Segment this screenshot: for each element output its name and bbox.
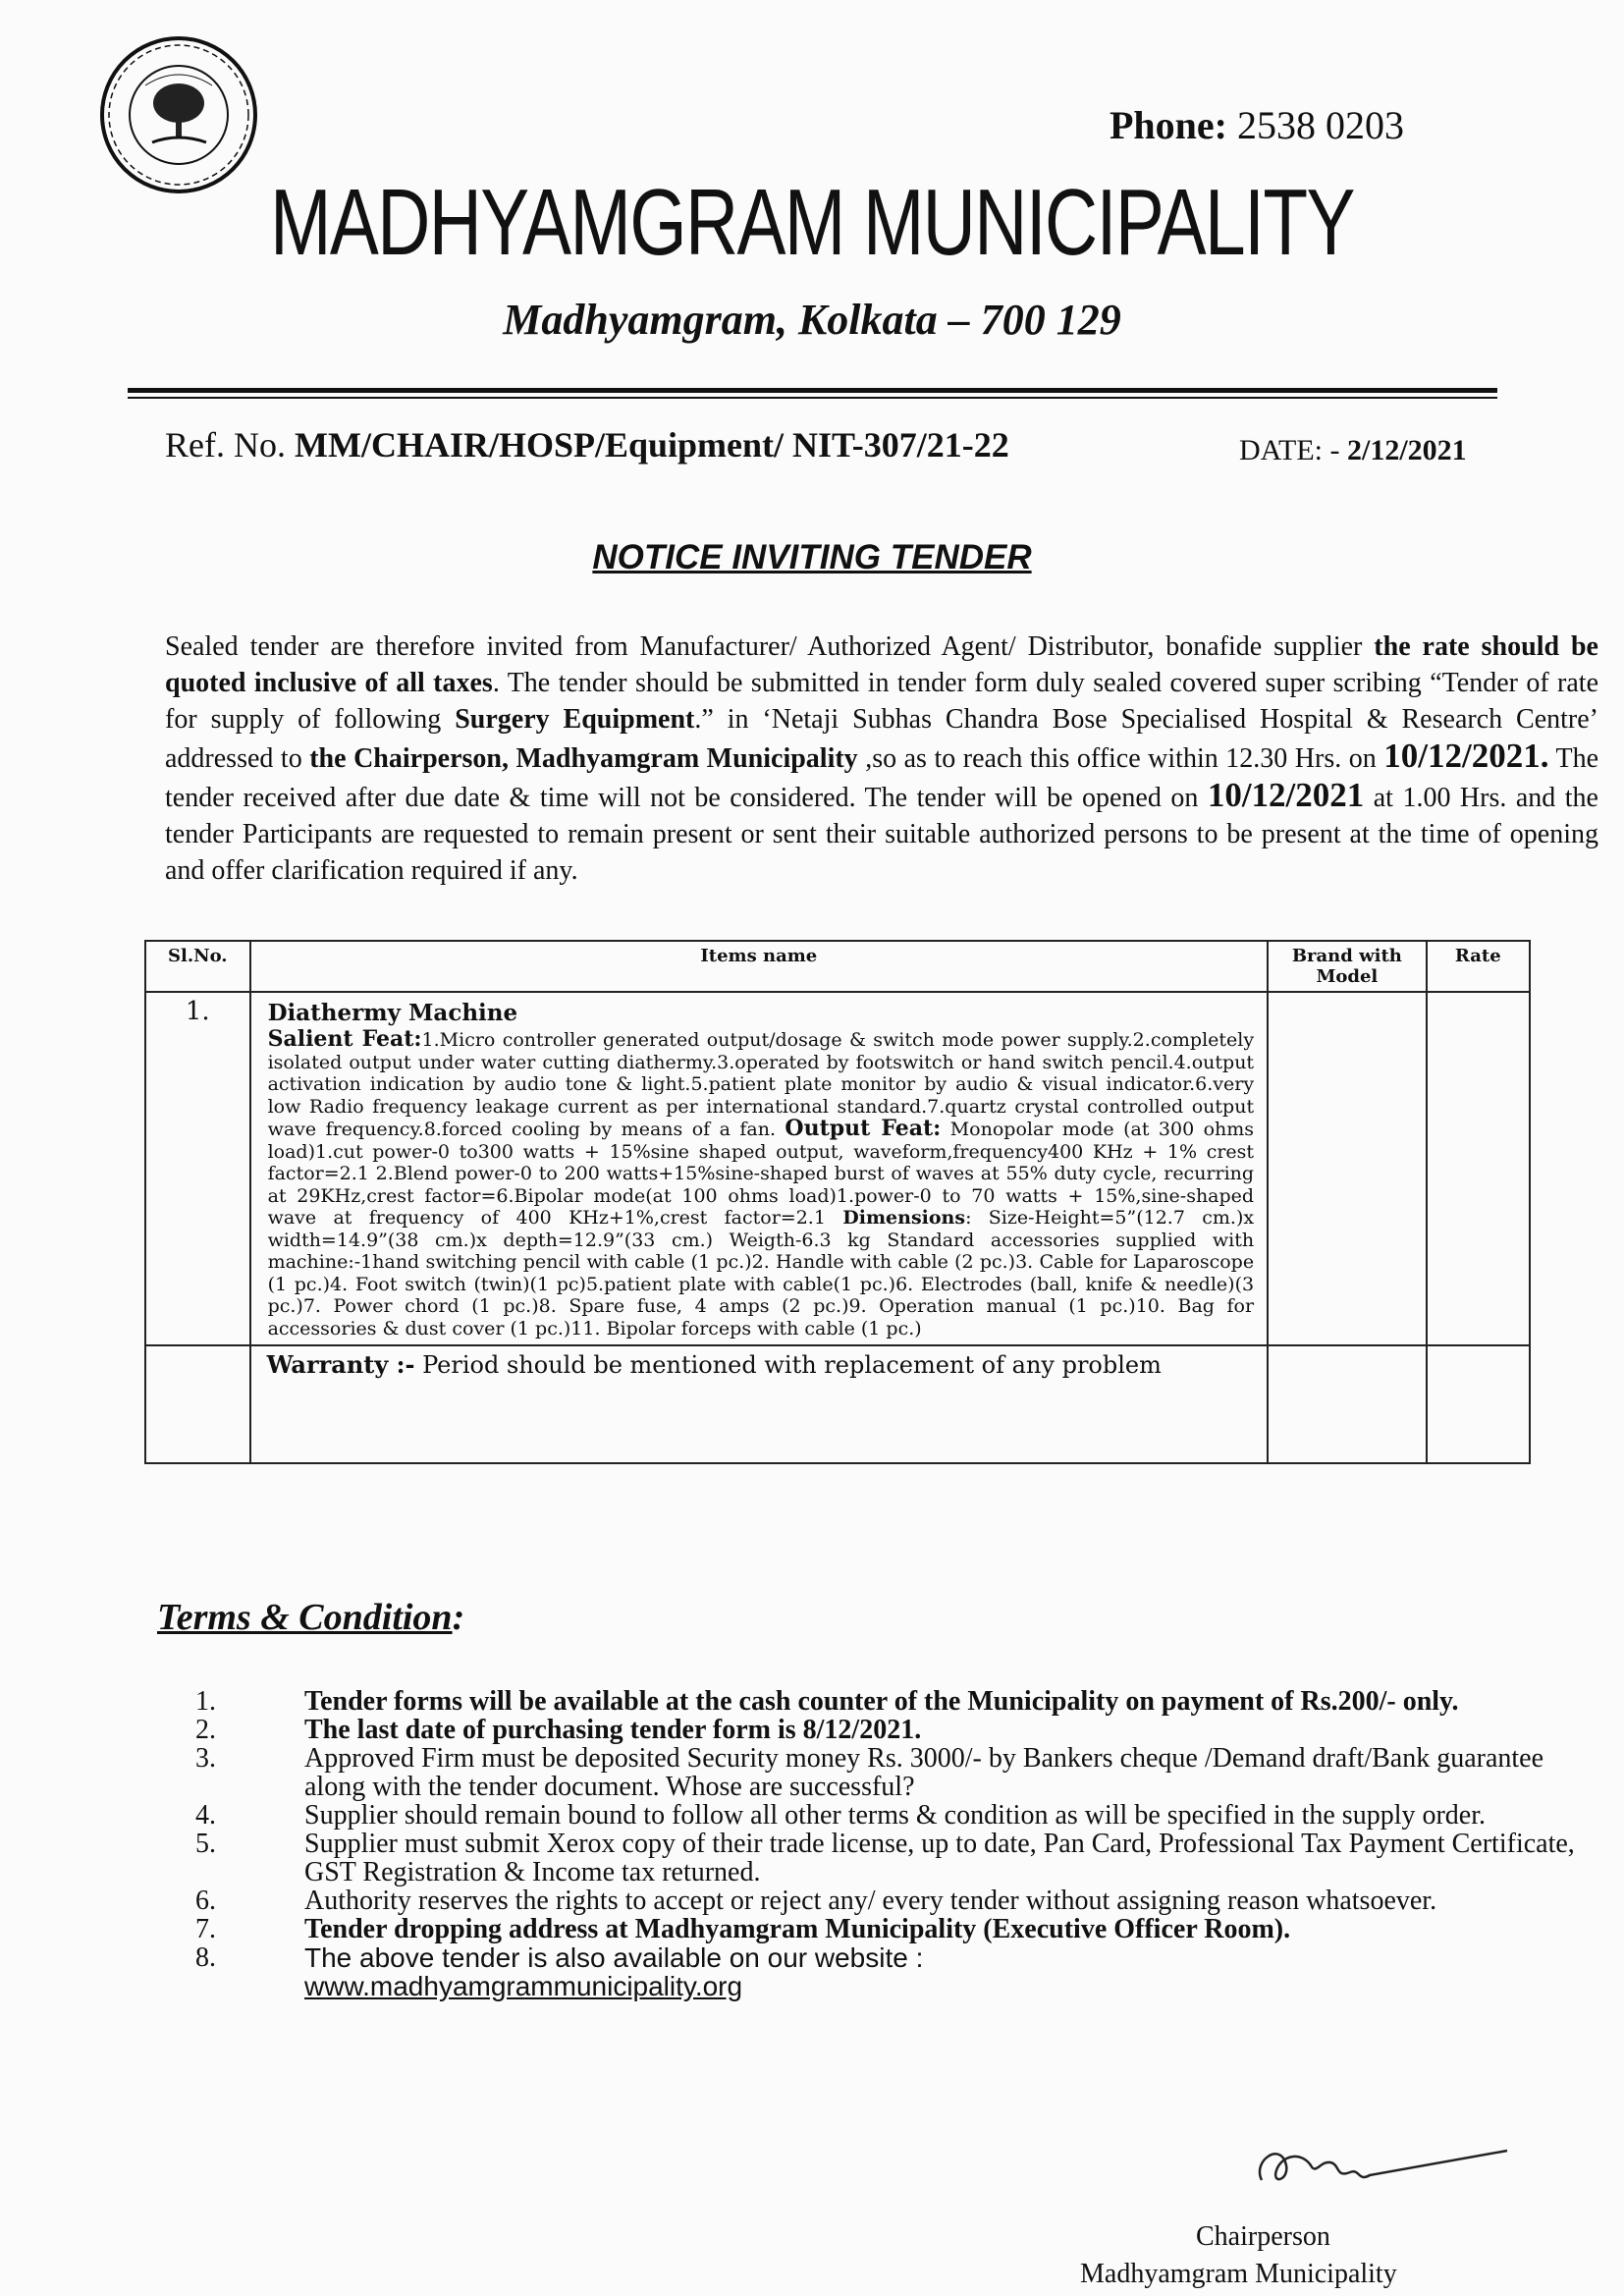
list-item [157,1943,1591,2000]
term-text: Tender dropping address at Madhyamgram Municipality (Executive Officer Room). [304,1914,1291,1944]
warranty-text: Period should be mentioned with replacement of any problem [414,1351,1162,1379]
org-address: Madhyamgram, Kolkata – 700 129 [503,296,1121,344]
date-value: 2/12/2021 [1346,434,1467,466]
term-number: 5. [195,1829,216,1859]
header-rule-thin [128,397,1497,399]
date-label: DATE: - [1239,434,1340,466]
term-number: 4. [195,1800,216,1831]
dimensions-text: : Size-Height=5”(12.7 cm.)x width=14.9”(38 cm.)x depth=12.9”(33 cm.) Weigth-6.3 kg Standard accessories supplied with machine:-1hand switching pencil with cable (1 pc.)2. Handle with cable (2 pc.)3. Cable for Laparoscope (1 pc.)4. Foot switch (twin)(1 pc)5.patient plate with cable(1 pc.)6. Electrodes (ball, knife & needle)(3 pc.)7. Power chord (1 pc.)8. Spare fuse, 4 amps (2 pc.)9. Operation manual (1 pc.)10. Bag for accessories & dust cover (1 pc.)11. Bipolar forceps with cable (1 pc.) [267,1207,1255,1339]
website-note: The above tender is also available on our website : [304,1942,924,1973]
intro-text: The tender received after due date & time will not be considered. The tender will be opened on [165,743,1598,813]
output-text: Monopolar mode (at 300 ohms load)1.cut power-0 to300 watts + 15%sine shaped output, waveform,frequency400 KHz + 1% crest factor=2.1 2.Blend power-0 to 200 watts+15%sine-shaped burst of waves at 55% duty cycle, recurring at 29KHz,crest factor=6.Bipolar mode(at 100 ohms load)1.power-0 to 70 watts + 15%,sine-shaped wave at frequency of 400 KHz+1%,crest factor=2.1 [267,1119,1255,1229]
intro-bold: the rate should be quoted inclusive of all taxes [165,631,1598,698]
signatory-org: Madhyamgram Municipality [1080,2259,1397,2289]
phone-line [1110,102,1404,148]
warranty-cell [250,1345,1269,1463]
term-number: 6. [195,1886,216,1916]
list-item [157,1830,1591,1886]
term-number: 1. [195,1686,216,1717]
website-link[interactable]: www.madhyamgrammunicipality.org [304,1971,743,2001]
opening-date: 10/12/2021 [1207,776,1365,814]
list-item [157,1801,1591,1830]
list-item [157,1687,1591,1716]
list-item [157,1886,1591,1915]
list-item [157,1716,1591,1744]
list-item [157,1915,1591,1943]
reference-number [165,424,1009,465]
salient-text: 1.Micro controller generated output/dosage & switch mode power supply.2.completely isolated output under water cutting diathermy.3.operated by footswitch or hand switch pencil.4.output activation indication by audio tone & light.5.patient plate monitor by audio & visual indicator.6.very low Radio frequency leakage current as per international standard.7.quartz crystal controlled output wave frequency.8.forced cooling by means of a fan. [267,1029,1255,1140]
warranty-row [145,1345,1530,1463]
terms-heading-colon: : [452,1597,465,1638]
dimensions-label: Dimensions [842,1207,966,1229]
items-table [144,940,1531,1464]
term-text: The last date of purchasing tender form is 8/12/2021. [304,1715,922,1745]
table-row [145,992,1530,1345]
salient-label: Salient Feat: [267,1026,422,1052]
term-text: Supplier must submit Xerox copy of their trade license, up to date, Pan Card, Professional Tax Payment Certificate, GST Registration & Income tax returned. [304,1829,1575,1887]
term-text [304,1943,1591,2000]
intro-text: . The tender should be submitted in tender form duly sealed covered super scribing “Tender of rate for supply of following [165,668,1599,735]
item-name: Diathermy Machine [267,1000,518,1026]
signature [1242,2121,1512,2210]
submission-date: 10/12/2021. [1383,737,1549,775]
intro-bold: the Chairperson, Madhyamgram Municipality [309,743,858,774]
term-text: Approved Firm must be deposited Security money Rs. 3000/- by Bankers cheque /Demand draft/Bank guarantee along with the tender document. Whose are successful? [304,1743,1544,1802]
term-text: Tender forms will be available at the cash counter of the Municipality on payment of Rs.200/- only. [304,1686,1459,1717]
org-name: MADHYAMGRAM MUNICIPALITY [270,170,1354,275]
intro-paragraph [165,629,1598,889]
term-number: 2. [195,1715,216,1745]
terms-list [157,1687,1591,2000]
header-rule [128,388,1497,393]
term-text: Supplier should remain bound to follow all other terms & condition as will be specified in the supply order. [304,1800,1487,1831]
page-title [0,538,1624,577]
phone-number: 2538 0203 [1237,103,1404,147]
terms-heading [157,1596,464,1639]
intro-text: ,so as to reach this office within 12.30 Hrs. on [857,743,1384,774]
col-header-brand: Brand with Model [1268,941,1427,992]
ref-label: Ref. No. [165,425,286,465]
row-brand-cell [1268,992,1427,1345]
intro-text: at 1.00 Hrs. and the tender Participants are requested to remain present or sent their suitable authorized persons to be present at the time of opening and offer clarification required if any. [165,783,1598,886]
row-slno: 1. [145,992,250,1345]
row-item [250,992,1269,1345]
output-label: Output Feat: [785,1116,942,1141]
warranty-brand-cell [1268,1345,1427,1463]
ref-value: MM/CHAIR/HOSP/Equipment/ NIT-307/21-22 [294,425,1009,465]
term-number: 8. [195,1942,216,1973]
row-rate-cell [1427,992,1530,1345]
col-header-rate: Rate [1427,941,1530,992]
col-header-slno: Sl.No. [145,941,250,992]
term-number: 7. [195,1914,216,1944]
list-item [157,1744,1591,1801]
intro-bold: Surgery Equipment [455,704,695,735]
intro-text: .” in ‘Netaji Subhas Chandra Bose Specialised Hospital & Research Centre’ addressed to [165,704,1598,774]
warranty-sl-cell [145,1345,250,1463]
signatory-title: Chairperson [1196,2221,1330,2252]
item-description [252,1026,1267,1343]
intro-text: Sealed tender are therefore invited from Manufacturer/ Authorized Agent/ Distributor, bonafide supplier [165,631,1375,662]
term-text: Authority reserves the rights to accept or reject any/ every tender without assigning reason whatsoever. [304,1886,1437,1916]
warranty-rate-cell [1427,1345,1530,1463]
phone-label: Phone: [1110,103,1227,147]
table-header-row [145,941,1530,992]
notice-date [1239,434,1467,467]
terms-heading-text: Terms & Condition [157,1597,453,1638]
warranty-label: Warranty :- [266,1350,415,1379]
col-header-items: Items name [250,941,1269,992]
term-number: 3. [195,1743,216,1774]
notice-title: NOTICE INVITING TENDER [592,538,1032,576]
